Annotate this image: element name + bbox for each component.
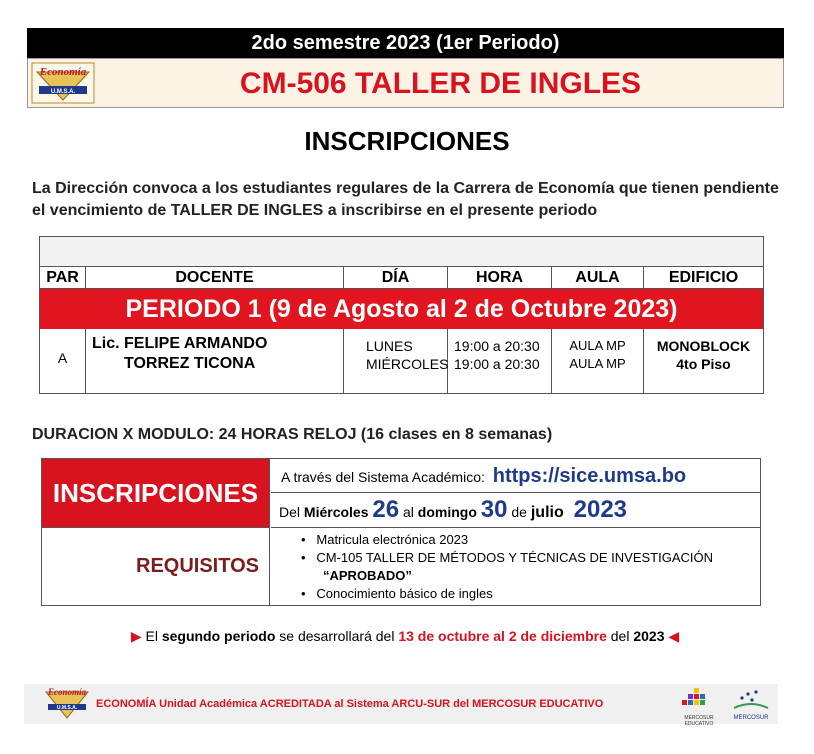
period-banner: PERIODO 1 (9 de Agosto al 2 de Octubre 2023) — [40, 289, 763, 329]
num-fin: 30 — [480, 496, 508, 523]
dia-fin: domingo — [417, 504, 477, 520]
col-header-aula: AULA — [552, 267, 644, 289]
mercosur-logo — [728, 686, 774, 722]
schedule-table — [39, 236, 764, 394]
del-text: Del — [279, 504, 301, 520]
docente-line-2: TORREZ TICONA — [124, 355, 256, 372]
footer-text: ECONOMÍA Unidad Académica ACREDITADA al Sistema ARCU-SUR del MERCOSUR EDUCATIVO — [96, 698, 604, 710]
second-period-note — [110, 628, 700, 645]
cell-docente — [86, 329, 344, 393]
col-header-docente: DOCENTE — [86, 267, 344, 289]
mes-text: julio — [530, 504, 564, 521]
col-header-edificio: EDIFICIO — [644, 267, 763, 289]
req-item-1: • Matricula electrónica 2023 — [301, 532, 469, 547]
dia-line-2: MIÉRCOLES — [366, 356, 449, 372]
cell-par: A — [40, 329, 86, 393]
semester-banner: 2do semestre 2023 (1er Periodo) — [27, 28, 784, 58]
via-text: A través del Sistema Académico: — [281, 469, 485, 485]
aula-line-1: AULA MP — [569, 338, 626, 353]
req-2-status: “APROBADO” — [323, 568, 412, 583]
dia-line-1: LUNES — [366, 338, 413, 354]
anio-text: 2023 — [573, 496, 628, 523]
table-blank-row — [40, 237, 763, 267]
edificio-line-1: MONOBLOCK — [656, 338, 751, 354]
intro-text — [32, 178, 792, 222]
req-1-text: Matricula electrónica 2023 — [316, 532, 469, 547]
svg-text:U.M.S.A.: U.M.S.A. — [50, 89, 76, 95]
mercosur-educativo-label: MERCOSUR EDUCATIVO — [684, 715, 714, 727]
cell-aula — [552, 329, 644, 393]
inscription-via-row — [271, 459, 760, 493]
course-header — [27, 58, 784, 108]
req-3-text: Conocimiento básico de ingles — [316, 586, 493, 601]
footer-economia-logo — [42, 686, 92, 720]
edificio-line-2: 4to Piso — [676, 356, 731, 372]
sice-link[interactable]: https://sice.umsa.bo — [492, 465, 687, 487]
dia-inicio: Miércoles — [303, 504, 369, 520]
de-text: de — [511, 504, 527, 520]
note-p3: se desarrollará del — [279, 628, 395, 644]
note-arrow-right-icon: ◀ — [668, 628, 680, 644]
svg-text:U.M.S.A.: U.M.S.A. — [56, 705, 78, 711]
duracion-text: DURACION X MODULO: 24 HORAS RELOJ (16 clases en 8 semanas) — [32, 426, 553, 443]
col-header-par: PAR — [40, 267, 86, 289]
footer-bar — [24, 684, 778, 727]
note-p5: del — [610, 628, 630, 644]
inscription-label: INSCRIPCIONES — [42, 459, 270, 527]
intro-line-2: el vencimiento de TALLER DE INGLES a inscribirse en el presente periodo — [32, 202, 598, 219]
num-inicio: 26 — [372, 496, 400, 523]
col-header-dia: DÍA — [344, 267, 448, 289]
req-2-text: CM-105 TALLER DE MÉTODOS Y TÉCNICAS DE INVESTIGACIÓN — [316, 550, 713, 565]
req-item-3: • Conocimiento básico de ingles — [301, 586, 493, 601]
intro-line-1: La Dirección convoca a los estudiantes regulares de la Carrera de Economía que tienen pendiente — [32, 180, 779, 197]
inscription-dates-row — [271, 493, 760, 527]
note-p2: segundo periodo — [161, 628, 276, 644]
cell-hora — [448, 329, 552, 393]
col-header-hora: HORA — [448, 267, 552, 289]
mercosur-label: MERCOSUR — [733, 715, 769, 721]
hora-line-2: 19:00 a 20:30 — [454, 356, 540, 372]
note-p1: El — [145, 628, 158, 644]
note-dates: 13 de octubre al 2 de diciembre — [398, 628, 607, 644]
al-text: al — [402, 504, 414, 520]
inscription-box — [41, 458, 761, 606]
requisitos-label: REQUISITOS — [42, 527, 270, 605]
course-title: CM-506 TALLER DE INGLES — [239, 67, 642, 100]
note-year: 2023 — [633, 628, 665, 644]
requisitos-list — [271, 527, 760, 605]
hora-line-1: 19:00 a 20:30 — [454, 338, 540, 354]
svg-text:Economía: Economía — [39, 66, 87, 78]
aula-line-2: AULA MP — [569, 356, 626, 371]
section-title: INSCRIPCIONES — [304, 126, 510, 156]
cell-edificio — [644, 329, 763, 393]
svg-text:Economía: Economía — [47, 687, 87, 697]
docente-line-1: Lic. FELIPE ARMANDO — [92, 335, 268, 352]
mercosur-educativo-logo — [674, 686, 724, 727]
req-item-2: • CM-105 TALLER DE MÉTODOS Y TÉCNICAS DE INVESTIGACIÓN — [301, 550, 713, 565]
note-arrow-left-icon: ▶ — [130, 628, 142, 644]
economia-logo — [31, 62, 95, 104]
cell-dia — [344, 329, 448, 393]
